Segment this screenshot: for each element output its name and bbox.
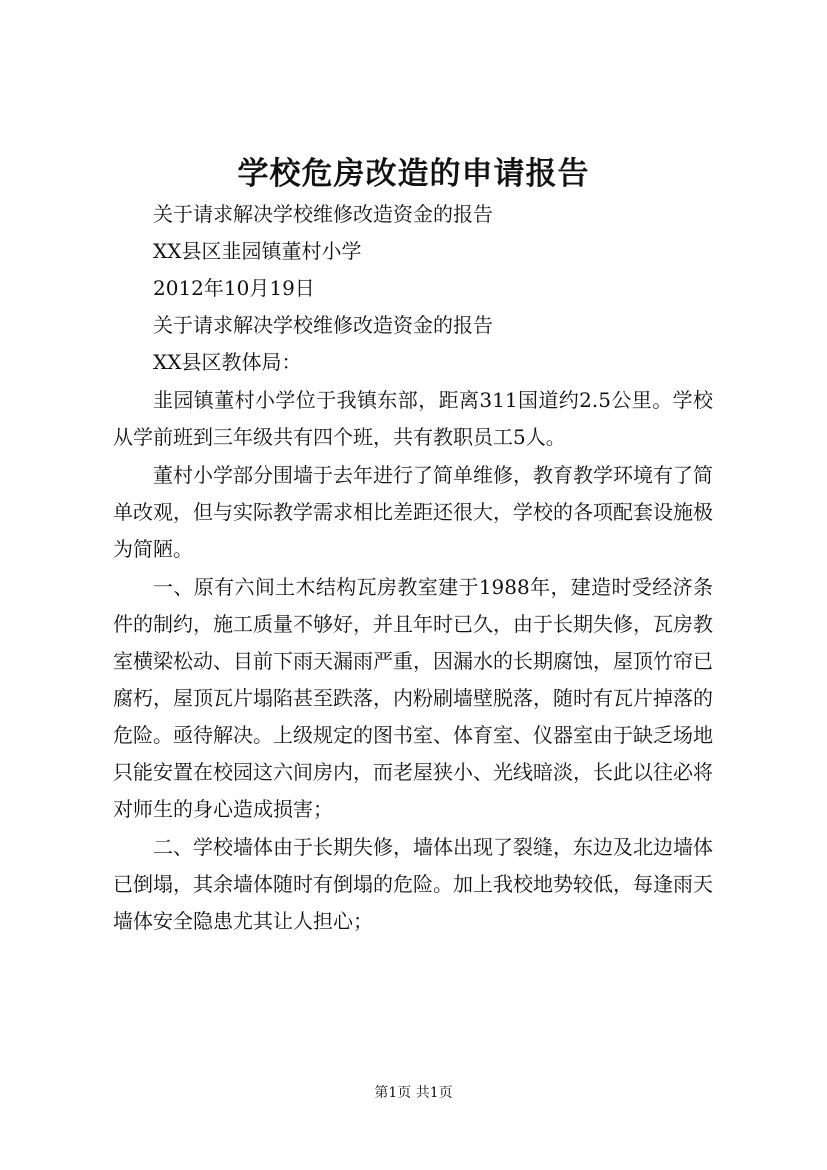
report-subject-repeat-line: 关于请求解决学校维修改造资金的报告 (153, 313, 493, 337)
page-footer: 第1页 共1页 (374, 1085, 453, 1101)
paragraph-issue-two: 二、学校墙体由于长期失修，墙体出现了裂缝，东边及北边墙体已倒塌，其余墙体随时有倒塌的危险。加上我校地势较低，每逢雨天墙体安全隐患尤其让人担心； (113, 835, 713, 933)
paragraph-current-condition: 董村小学部分围墙于去年进行了简单维修，教育教学环境有了简单改观，但与实际教学需求相比差距还很大，学校的各项配套设施极为简陋。 (113, 463, 713, 561)
school-name-line: XX县区韭园镇董村小学 (153, 239, 362, 263)
document-title: 学校危房改造的申请报告 (237, 156, 590, 192)
recipient-line: XX县区教体局： (153, 350, 302, 374)
report-subject-line: 关于请求解决学校维修改造资金的报告 (153, 202, 493, 226)
paragraph-school-intro: 韭园镇董村小学位于我镇东部，距离311国道约2.5公里。学校从学前班到三年级共有四个班，共有教职员工5人。 (113, 388, 713, 449)
paragraph-issue-one: 一、原有六间土木结构瓦房教室建于1988年，建造时受经济条件的制约，施工质量不够好，并且年时已久，由于长期失修，瓦房教室横梁松动、目前下雨天漏雨严重，因漏水的长期腐蚀，屋顶竹帘已腐朽，屋顶瓦片塌陷甚至跌落，内粉刷墙壁脱落，随时有瓦片掉落的危险。亟待解决。上级规定的图书室、体育室、仪器室由于缺乏场地只能安置在校园这六间房内，而老屋狭小、光线暗淡，长此以往必将对师生的身心造成损害； (113, 575, 713, 821)
document-body (113, 196, 713, 940)
date-line: 2012年10月19日 (153, 276, 315, 300)
